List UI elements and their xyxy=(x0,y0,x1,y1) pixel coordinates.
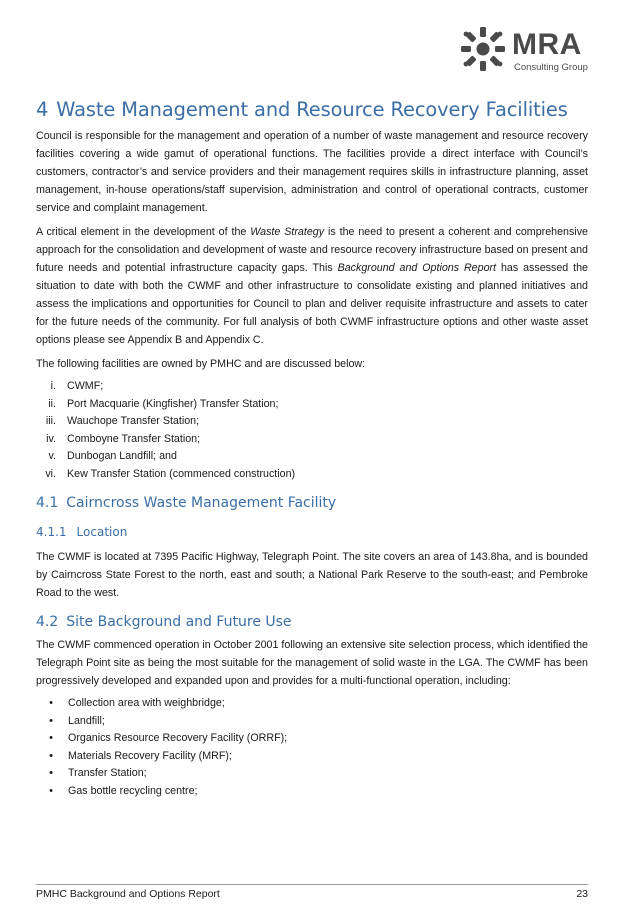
bullet-icon: • xyxy=(49,697,53,709)
location-paragraph: The CWMF is located at 7395 Pacific Highway, Telegraph Point. The site covers an area of 143.8ha, and is bounded by Cairncross State Forest to the north, east and south; a National Park Reserve to the south-east; and Pembroke Road to the west. xyxy=(36,551,588,599)
list-item xyxy=(36,783,588,801)
list-item xyxy=(36,765,588,783)
list-item-text: Collection area with weighbridge; xyxy=(68,697,225,709)
critical-element-paragraph xyxy=(36,223,588,349)
list-item xyxy=(36,466,588,484)
list-item-text: Transfer Station; xyxy=(68,767,147,780)
logo-subtitle: Consulting Group xyxy=(514,62,588,73)
list-item-text: Wauchope Transfer Station; xyxy=(67,415,200,427)
list-marker: v. xyxy=(48,450,56,462)
list-item xyxy=(36,748,588,766)
list-item-text: Organics Resource Recovery Facility (ORRF); xyxy=(68,732,288,745)
list-item xyxy=(36,730,588,748)
section-heading xyxy=(36,96,588,124)
subsection-heading-4-1-1 xyxy=(36,523,588,541)
critical-text-1: A critical element in the development of the xyxy=(36,226,251,238)
footer-divider xyxy=(36,884,588,885)
list-item xyxy=(36,378,588,396)
list-item-text: Gas bottle recycling centre; xyxy=(68,784,198,797)
list-item-text: Comboyne Transfer Station; xyxy=(67,432,201,445)
operations-list xyxy=(36,695,588,801)
bullet-icon: • xyxy=(49,784,53,797)
subsection-heading-4-2 xyxy=(36,612,588,632)
subsection-number: 4.2 xyxy=(36,614,59,630)
bullet-icon: • xyxy=(49,732,53,745)
list-item xyxy=(36,695,588,713)
subsection-title: Cairncross Waste Management Facility xyxy=(66,495,337,511)
list-marker: iii. xyxy=(45,415,56,427)
subsection-heading-4-1 xyxy=(36,493,588,513)
list-marker: vi. xyxy=(45,467,56,480)
list-item xyxy=(36,448,588,466)
facilities-intro-paragraph: The following facilities are owned by PMHC and are discussed below: xyxy=(36,358,366,370)
background-paragraph: The CWMF commenced operation in October 2001 following an extensive site selection process, which identified the Telegraph Point site as being the most suitable for the management of solid waste in the LGA. The CWMF has been progressively developed and expanded upon and provides for a multi-functional operation, including: xyxy=(36,639,588,687)
section-title: Waste Management and Resource Recovery Facilities xyxy=(56,98,568,121)
list-item xyxy=(36,713,588,731)
list-item-text: Materials Recovery Facility (MRF); xyxy=(68,749,232,762)
waste-strategy-emphasis: Waste Strategy xyxy=(250,226,325,238)
footer-report-name: PMHC Background and Options Report xyxy=(36,888,220,900)
section-number: 4 xyxy=(36,98,49,121)
critical-text-2: is the need to present a coherent and comprehensive approach for the consolidation and development of waste and resource recovery infrastructure based on present and future needs and potential infrastructure capacity gaps. This xyxy=(36,226,588,274)
bullet-icon: • xyxy=(49,767,53,780)
list-item-text: Kew Transfer Station (commenced construction) xyxy=(67,467,296,480)
facilities-list xyxy=(36,378,588,483)
list-item-text: Dunbogan Landfill; and xyxy=(67,450,177,462)
list-item xyxy=(36,413,588,431)
bullet-icon: • xyxy=(49,714,53,727)
list-item-text: Port Macquarie (Kingfisher) Transfer Station; xyxy=(67,397,279,410)
list-marker: i. xyxy=(50,380,56,392)
logo-name: MRA xyxy=(512,28,582,61)
footer-page-number: 23 xyxy=(576,888,588,900)
list-item xyxy=(36,431,588,449)
list-item xyxy=(36,396,588,414)
mra-logo xyxy=(452,22,612,78)
intro-paragraph: Council is responsible for the management and operation of a number of waste management and resource recovery facilities covering a wide gamut of operational functions. The facilities provide a direct interface with Council’s customers, contractor’s and service providers and their management requires skills in infrastructure planning, asset management, in-house operations/staff supervision, administration and control of operational contracts, customer service and complaint management. xyxy=(36,130,588,214)
page-content xyxy=(36,96,588,801)
subsection-number: 4.1 xyxy=(36,495,59,511)
subsection-title: Location xyxy=(76,525,128,539)
subsection-title: Site Background and Future Use xyxy=(66,614,292,630)
mra-logo-icon xyxy=(458,24,508,74)
list-marker: ii. xyxy=(48,397,56,410)
list-marker: iv. xyxy=(46,432,56,445)
list-item-text: Landfill; xyxy=(68,714,105,727)
subsection-number: 4.1.1 xyxy=(36,525,67,539)
report-title-emphasis: Background and Options Report xyxy=(337,262,497,274)
bullet-icon: • xyxy=(49,749,53,762)
critical-text-3: has assessed the situation to date with both the CWMF and other infrastructure to consolidate existing and planned initiatives and assess the implications and opportunities for Council to plan and deliver requisite infrastructure and assets to cater for the future needs of the community. For full analysis of both CWMF infrastructure options and other waste asset options please see Appendix B and Appendix C. xyxy=(36,262,588,346)
list-item-text: CWMF; xyxy=(67,380,104,392)
